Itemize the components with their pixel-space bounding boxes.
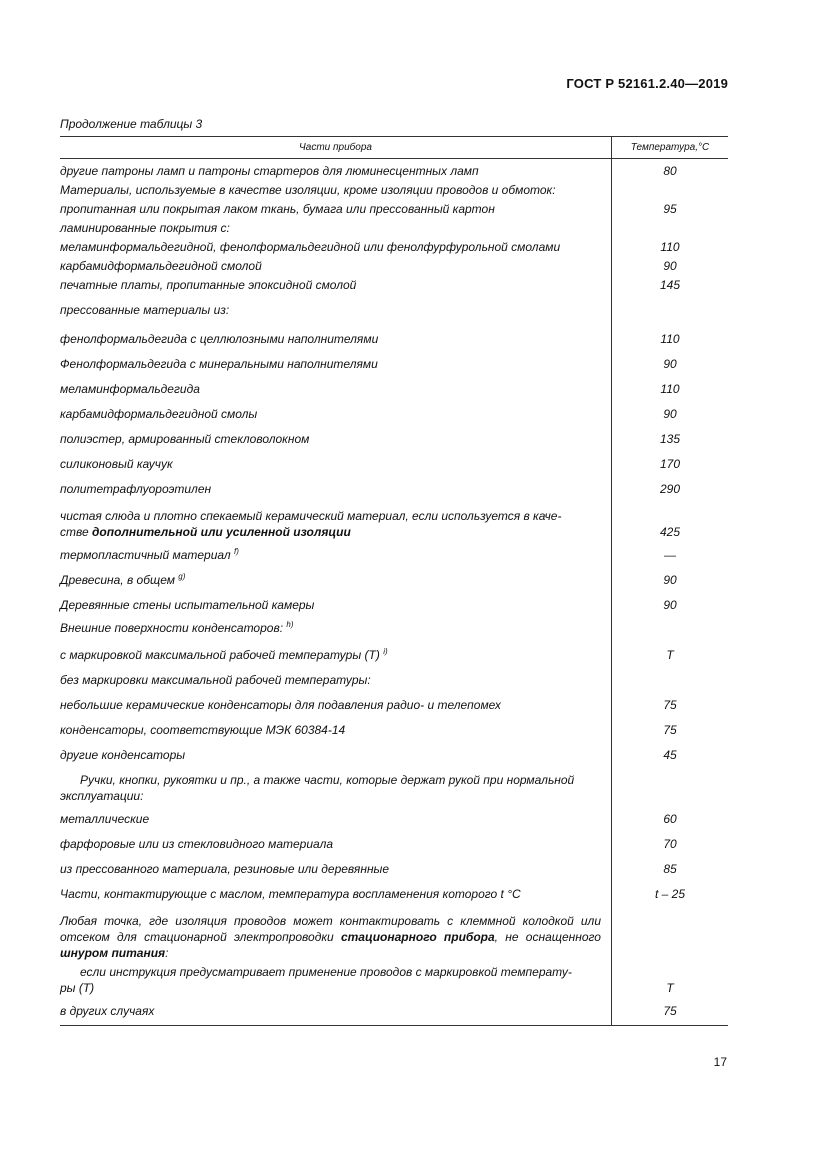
table-row [60, 475, 728, 500]
row-text-part: : [165, 945, 169, 960]
table-row [60, 566, 728, 591]
table-row [60, 300, 728, 325]
row-value: t – 25 [654, 886, 686, 901]
row-text: печатные платы, пропитанные эпоксидной смолой [60, 277, 612, 300]
table-row [60, 350, 728, 375]
row-text: меламинформальдегида [60, 375, 612, 400]
table-row [60, 962, 728, 1001]
row-value: 145 [659, 277, 681, 292]
row-text-main: с маркировкой максимальной рабочей температуры (Т) [60, 647, 384, 662]
table-row [60, 239, 728, 258]
row-text: небольшие керамические конденсаторы для подавления радио- и телепомех [60, 691, 612, 716]
row-value: 110 [660, 381, 680, 396]
row-value: T [666, 980, 674, 995]
table-row [60, 716, 728, 741]
row-text: Части, контактирующие с маслом, температура воспламенения которого t °С [60, 880, 612, 905]
row-text [60, 566, 612, 591]
temperature-table [60, 136, 728, 1026]
table-row [60, 905, 728, 962]
row-text: Деревянные стены испытательной камеры [60, 591, 612, 616]
row-text: карбамидформальдегидной смолой [60, 258, 612, 277]
table-row [60, 182, 728, 201]
table-row [60, 325, 728, 350]
row-text-line: если инструкция предусматривает применение проводов с маркировкой температу- [80, 964, 572, 979]
row-text [60, 962, 612, 1001]
row-text: другие патроны ламп и патроны стартеров для люминесцентных ламп [60, 159, 612, 182]
row-value: 170 [659, 456, 681, 471]
row-value: 75 [612, 1001, 729, 1026]
table-row [60, 450, 728, 475]
row-value: — [664, 547, 676, 562]
table-row [60, 425, 728, 450]
row-value: 110 [660, 239, 680, 254]
row-text-part: Любая точка, где изоляция проводов может контактировать с клеммной колодкой или отсеком для стационарной электропроводки [60, 913, 601, 944]
row-text: фенолформальдегида с целлюлозными наполнителями [60, 325, 612, 350]
table-row [60, 855, 728, 880]
row-value [612, 666, 729, 691]
row-value [612, 182, 729, 201]
row-text: прессованные материалы из: [60, 300, 612, 325]
row-value: 95 [663, 201, 677, 216]
row-value: 75 [663, 722, 677, 737]
table-caption: Продолжение таблицы 3 [60, 117, 203, 131]
row-text-line: стве [60, 524, 93, 539]
table-row [60, 1001, 728, 1026]
row-text-line: эксплуатации: [60, 788, 144, 803]
row-text: другие конденсаторы [60, 741, 612, 766]
row-text [60, 766, 612, 805]
row-text [60, 541, 612, 566]
row-text: из прессованного материала, резиновые или деревянные [60, 855, 612, 880]
row-value: 70 [663, 836, 677, 851]
row-text-line: чистая слюда и плотно спекаемый керамический материал, если используется в каче- [60, 508, 562, 523]
table-row [60, 666, 728, 691]
row-text [60, 500, 612, 541]
row-text: металлические [60, 805, 612, 830]
row-value: 90 [663, 406, 677, 421]
row-text [60, 616, 612, 641]
table-row [60, 258, 728, 277]
row-value: 45 [663, 747, 677, 762]
row-text [60, 641, 612, 666]
table-row [60, 741, 728, 766]
table-row [60, 201, 728, 220]
table-row [60, 766, 728, 805]
row-value [612, 905, 729, 962]
row-text: Фенолформальдегида с минеральными наполнителями [60, 350, 612, 375]
row-value: T [666, 647, 674, 662]
column-header-temperature: Температура,°С [612, 137, 729, 159]
table-row [60, 641, 728, 666]
page-number: 17 [713, 1055, 727, 1069]
row-text: без маркировки максимальной рабочей температуры: [60, 666, 612, 691]
table-row [60, 616, 728, 641]
row-text-part: , не оснащенного [494, 929, 601, 944]
row-text-main: Внешние поверхности конденсаторов: [60, 620, 287, 635]
column-header-parts: Части прибора [60, 137, 612, 159]
row-value: 90 [663, 356, 677, 371]
row-text: карбамидформальдегидной смолы [60, 400, 612, 425]
table-row [60, 400, 728, 425]
row-value [612, 300, 729, 325]
row-text: фарфоровые или из стекловидного материала [60, 830, 612, 855]
defined-term: дополнительной или усиленной изоляции [92, 524, 351, 539]
footnote-marker: i) [383, 646, 388, 656]
defined-term: стационарного прибора [340, 929, 495, 944]
row-value [612, 616, 729, 641]
row-text: ламинированные покрытия с: [60, 220, 612, 239]
row-text-main: термопластичный материал [60, 547, 235, 562]
row-value [612, 766, 729, 805]
row-text: пропитанная или покрытая лаком ткань, бумага или прессованный картон [60, 201, 612, 220]
row-text: в других случаях [60, 1001, 612, 1026]
document-code: ГОСТ Р 52161.2.40—2019 [566, 76, 728, 91]
table-row [60, 220, 728, 239]
row-text: меламинформальдегидной, фенолформальдегидной или фенолфурфурольной смолами [60, 239, 612, 258]
row-value: 290 [659, 481, 681, 496]
table-row [60, 500, 728, 541]
table-row [60, 277, 728, 300]
table-row [60, 830, 728, 855]
row-text: силиконовый каучук [60, 450, 612, 475]
row-value: 80 [663, 164, 677, 178]
row-value [612, 220, 729, 239]
row-value: 90 [663, 258, 677, 273]
row-text: конденсаторы, соответствующие МЭК 60384-14 [60, 716, 612, 741]
row-value: 135 [659, 431, 681, 446]
row-text: полиэстер, армированный стекловолокном [60, 425, 612, 450]
table-row [60, 691, 728, 716]
table-header-row [60, 137, 728, 159]
table-row [60, 880, 728, 905]
footnote-marker: h) [286, 619, 294, 629]
row-value: 75 [663, 697, 677, 712]
row-text: политетрафлуороэтилен [60, 475, 612, 500]
row-text [60, 905, 612, 962]
table-row [60, 805, 728, 830]
table-row [60, 541, 728, 566]
table-row [60, 375, 728, 400]
row-value: 90 [663, 597, 677, 612]
row-text: Материалы, используемые в качестве изоляции, кроме изоляции проводов и обмоток: [60, 182, 612, 201]
row-text-line: Ручки, кнопки, рукоятки и пр., а также части, которые держат рукой при нормальной [80, 772, 575, 787]
table-row [60, 159, 728, 182]
row-value: 60 [663, 811, 677, 826]
row-value: 110 [660, 331, 680, 346]
row-text-line: ры (Т) [60, 980, 95, 995]
defined-term: шнуром питания [60, 945, 166, 960]
row-value: 90 [663, 572, 677, 587]
row-text-main: Древесина, в общем [60, 572, 179, 587]
row-value: 425 [659, 524, 681, 539]
footnote-marker: g) [178, 571, 186, 581]
table-row [60, 591, 728, 616]
footnote-marker: f) [234, 546, 239, 556]
row-value: 85 [663, 861, 677, 876]
